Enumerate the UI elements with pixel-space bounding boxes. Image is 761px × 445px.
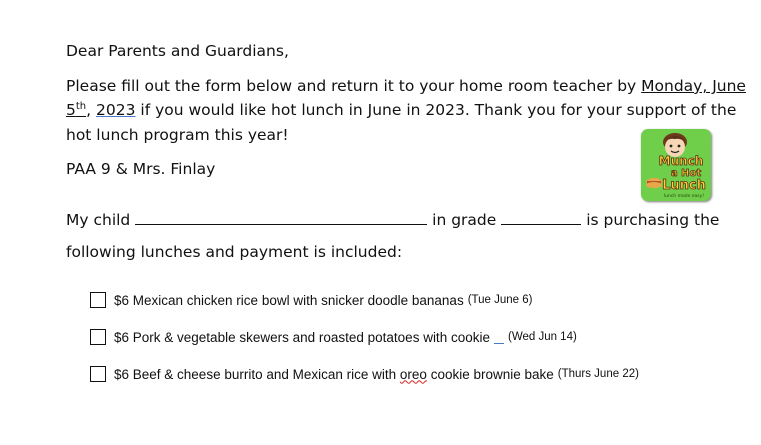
option-date-2: (Wed Jun 14): [507, 331, 577, 343]
instruction-line-2: [66, 101, 736, 119]
comma: ,: [86, 101, 92, 120]
lunch-option-1: [90, 292, 532, 308]
deadline-day: [66, 101, 86, 119]
form-text-following: following lunches and payment is included:: [66, 243, 403, 261]
form-line-2: [66, 243, 402, 261]
lunch-option-3: [90, 366, 639, 382]
option-checkbox-1[interactable]: [90, 292, 106, 308]
option-checkbox-3[interactable]: [90, 366, 106, 382]
option-date-3: (Thurs June 22): [557, 368, 639, 380]
greeting-text: Dear Parents and Guardians,: [66, 42, 289, 60]
logo-text-1: Munch: [658, 154, 704, 168]
logo-graphic: [641, 129, 711, 201]
form-text-my-child: My child: [66, 211, 131, 229]
option-label-1: $6 Mexican chicken rice bowl with snicker doodle bananas: [114, 292, 464, 308]
option-label-3-spellcheck-word: oreo: [399, 366, 427, 382]
grade-blank[interactable]: [501, 210, 581, 225]
option-label-3: [114, 367, 554, 382]
logo-text-3: Lunch: [662, 178, 706, 193]
option-checkbox-2[interactable]: [90, 329, 106, 345]
form-text-in-grade: in grade: [432, 211, 497, 229]
blank-underline-mark: [494, 330, 504, 344]
signature: [66, 160, 215, 178]
greeting: [66, 42, 289, 60]
deadline-day-suffix: th: [75, 101, 87, 112]
deadline-day-number: 5: [66, 101, 76, 120]
option-date-1: (Tue June 6): [467, 294, 533, 306]
instruction-text-2: if you would like hot lunch in June in 2023. Thank you for your support of the: [135, 101, 737, 120]
option-label-2: $6 Pork & vegetable skewers and roasted potatoes with cookie: [114, 329, 490, 345]
logo-text-2: a Hot: [670, 168, 702, 179]
option-label-3-post: cookie brownie bake: [426, 366, 554, 382]
form-text-purchasing: is purchasing the: [586, 211, 720, 229]
deadline-date: Monday, June: [641, 77, 746, 95]
form-line-1: [66, 210, 719, 229]
logo-tagline: lunch made easy!: [663, 194, 705, 199]
instruction-line-1: [66, 77, 746, 95]
child-name-blank[interactable]: [135, 210, 427, 225]
option-label-3-pre: $6 Beef & cheese burrito and Mexican rice with: [114, 366, 400, 382]
instruction-text-3: hot lunch program this year!: [66, 126, 289, 144]
instruction-line-3: [66, 126, 289, 144]
signature-text: PAA 9 & Mrs. Finlay: [66, 160, 216, 178]
lunch-option-2: [90, 329, 577, 345]
instruction-text-1: Please fill out the form below and return it to your home room teacher by: [66, 77, 642, 95]
munch-a-hot-lunch-logo: [641, 129, 711, 201]
deadline-year: 2023: [96, 101, 136, 120]
